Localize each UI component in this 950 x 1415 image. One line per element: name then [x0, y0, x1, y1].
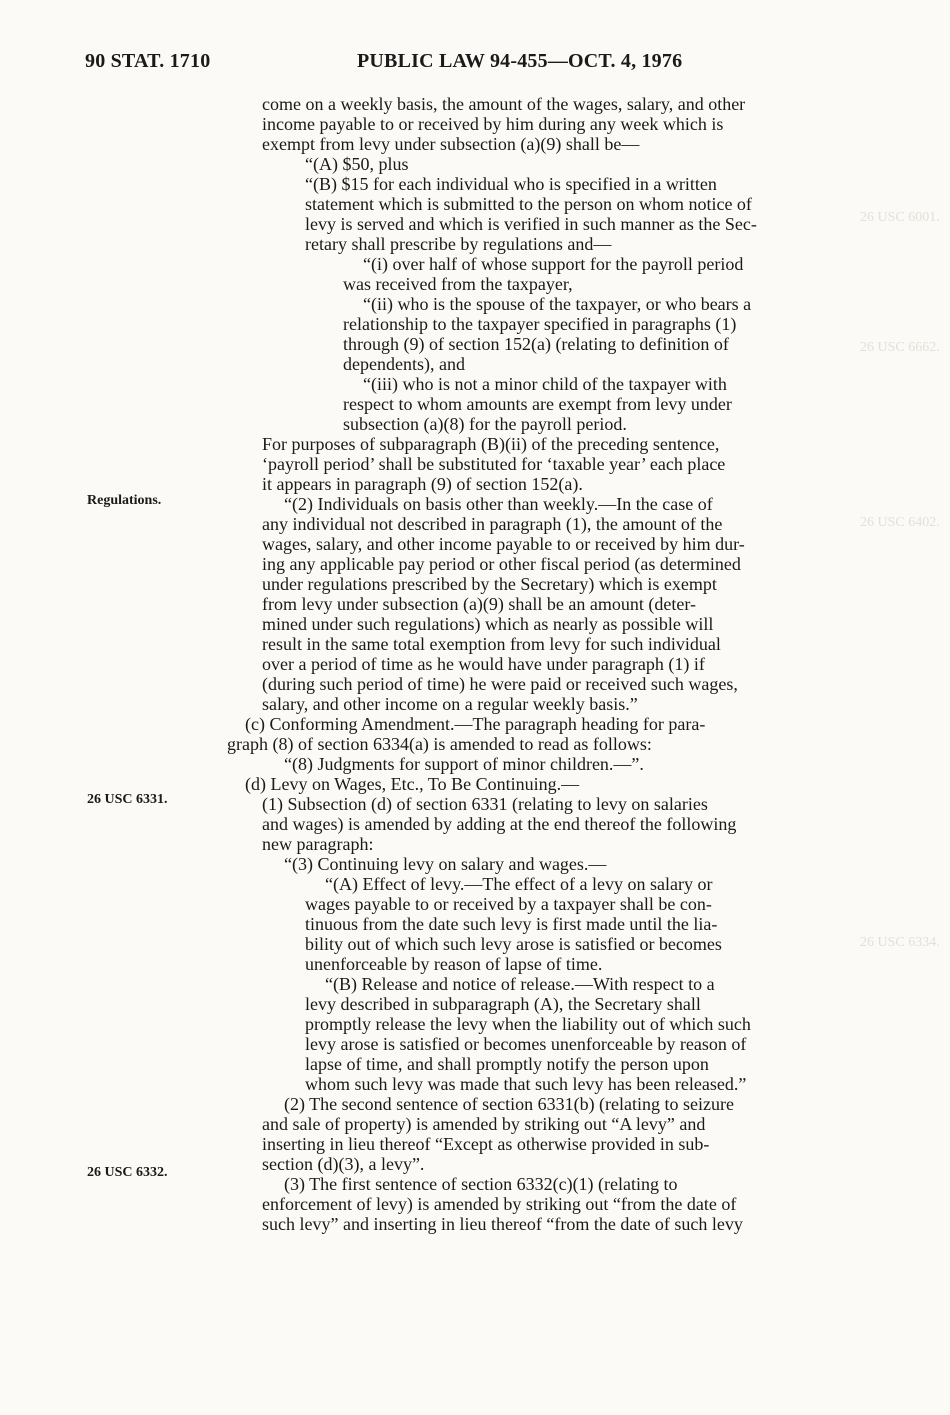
text-line: For purposes of subparagraph (B)(ii) of the preceding sentence,	[262, 434, 720, 454]
text-line: lapse of time, and shall promptly notify the person upon	[305, 1054, 709, 1074]
text-line: ing any applicable pay period or other fiscal period (as determined	[262, 554, 741, 574]
text-line: “(B) $15 for each individual who is specified in a written	[305, 174, 717, 194]
text-line: ‘payroll period’ shall be substituted for ‘taxable year’ each place	[262, 454, 726, 474]
text-line: retary shall prescribe by regulations and—	[305, 234, 612, 254]
text-line: “(ii) who is the spouse of the taxpayer, or who bears a	[363, 294, 752, 314]
text-line: (during such period of time) he were paid or received such wages,	[262, 674, 738, 694]
text-line: through (9) of section 152(a) (relating to definition of	[343, 334, 729, 354]
text-line: come on a weekly basis, the amount of the wages, salary, and other	[262, 94, 746, 114]
text-line: levy arose is satisfied or becomes unenforceable by reason of	[305, 1034, 747, 1054]
text-line: (d) Levy on Wages, Etc., To Be Continuing.—	[245, 774, 580, 794]
text-line: bility out of which such levy arose is satisfied or becomes	[305, 934, 722, 954]
bleed-through-text: 26 USC 6001.	[860, 210, 940, 225]
text-line: whom such levy was made that such levy has been released.”	[305, 1074, 747, 1094]
text-line: enforcement of levy) is amended by striking out “from the date of	[262, 1194, 737, 1214]
margin-note-26-usc-6332: 26 USC 6332.	[87, 1165, 168, 1180]
text-line: tinuous from the date such levy is first made until the lia-	[305, 914, 718, 934]
text-line: and wages) is amended by adding at the end thereof the following	[262, 814, 737, 834]
text-line: it appears in paragraph (9) of section 152(a).	[262, 474, 583, 494]
text-line: such levy” and inserting in lieu thereof “from the date of such levy	[262, 1214, 743, 1234]
text-line: “(3) Continuing levy on salary and wages.—	[284, 854, 607, 874]
text-line: under regulations prescribed by the Secretary) which is exempt	[262, 574, 717, 594]
text-line: from levy under subsection (a)(9) shall be an amount (deter-	[262, 594, 696, 614]
text-line: relationship to the taxpayer specified in paragraphs (1)	[343, 314, 737, 334]
text-line: result in the same total exemption from levy for such individual	[262, 634, 721, 654]
text-line: (3) The first sentence of section 6332(c)(1) (relating to	[284, 1174, 678, 1194]
bleed-through-text: 26 USC 6402.	[860, 515, 940, 530]
text-line: (1) Subsection (d) of section 6331 (relating to levy on salaries	[262, 794, 708, 814]
text-line: “(A) $50, plus	[305, 154, 409, 174]
text-line: new paragraph:	[262, 834, 374, 854]
text-line: wages payable to or received by a taxpayer shall be con-	[305, 894, 712, 914]
text-line: salary, and other income on a regular weekly basis.”	[262, 694, 638, 714]
text-line: statement which is submitted to the person on whom notice of	[305, 194, 752, 214]
bleed-through-text: 26 USC 6662.	[860, 340, 940, 355]
text-line: “(8) Judgments for support of minor children.—”.	[284, 754, 644, 774]
margin-note-regulations: Regulations.	[87, 493, 162, 508]
text-line: respect to whom amounts are exempt from levy under	[343, 394, 732, 414]
text-line: (2) The second sentence of section 6331(b) (relating to seizure	[284, 1094, 734, 1114]
text-line: “(iii) who is not a minor child of the taxpayer with	[363, 374, 727, 394]
text-line: was received from the taxpayer,	[343, 274, 573, 294]
text-line: inserting in lieu thereof “Except as otherwise provided in sub-	[262, 1134, 710, 1154]
text-line: any individual not described in paragraph (1), the amount of the	[262, 514, 723, 534]
text-line: mined under such regulations) which as nearly as possible will	[262, 614, 714, 634]
text-line: (c) Conforming Amendment.—The paragraph heading for para-	[245, 714, 706, 734]
text-line: “(2) Individuals on basis other than weekly.—In the case of	[284, 494, 713, 514]
text-line: unenforceable by reason of lapse of time.	[305, 954, 603, 974]
text-line: over a period of time as he would have under paragraph (1) if	[262, 654, 705, 674]
page-header	[0, 50, 950, 80]
text-line: income payable to or received by him during any week which is	[262, 114, 724, 134]
bleed-through-text: 26 USC 6334.	[860, 935, 940, 950]
margin-note-26-usc-6331: 26 USC 6331.	[87, 792, 168, 807]
text-line: promptly release the levy when the liability out of which such	[305, 1014, 751, 1034]
text-line: levy described in subparagraph (A), the Secretary shall	[305, 994, 701, 1014]
text-line: exempt from levy under subsection (a)(9) shall be—	[262, 134, 640, 154]
text-line: section (d)(3), a levy”.	[262, 1154, 425, 1174]
text-line: graph (8) of section 6334(a) is amended to read as follows:	[227, 734, 652, 754]
text-line: wages, salary, and other income payable to or received by him dur-	[262, 534, 745, 554]
text-line: “(B) Release and notice of release.—With respect to a	[325, 974, 715, 994]
text-line: subsection (a)(8) for the payroll period.	[343, 414, 627, 434]
running-title: PUBLIC LAW 94-455—OCT. 4, 1976	[357, 50, 683, 72]
text-line: “(i) over half of whose support for the payroll period	[363, 254, 744, 274]
text-line: and sale of property) is amended by striking out “A levy” and	[262, 1114, 706, 1134]
text-line: levy is served and which is verified in such manner as the Sec-	[305, 214, 757, 234]
text-line: “(A) Effect of levy.—The effect of a levy on salary or	[325, 874, 713, 894]
stat-page-number: 90 STAT. 1710	[85, 50, 211, 72]
text-line: dependents), and	[343, 354, 465, 374]
